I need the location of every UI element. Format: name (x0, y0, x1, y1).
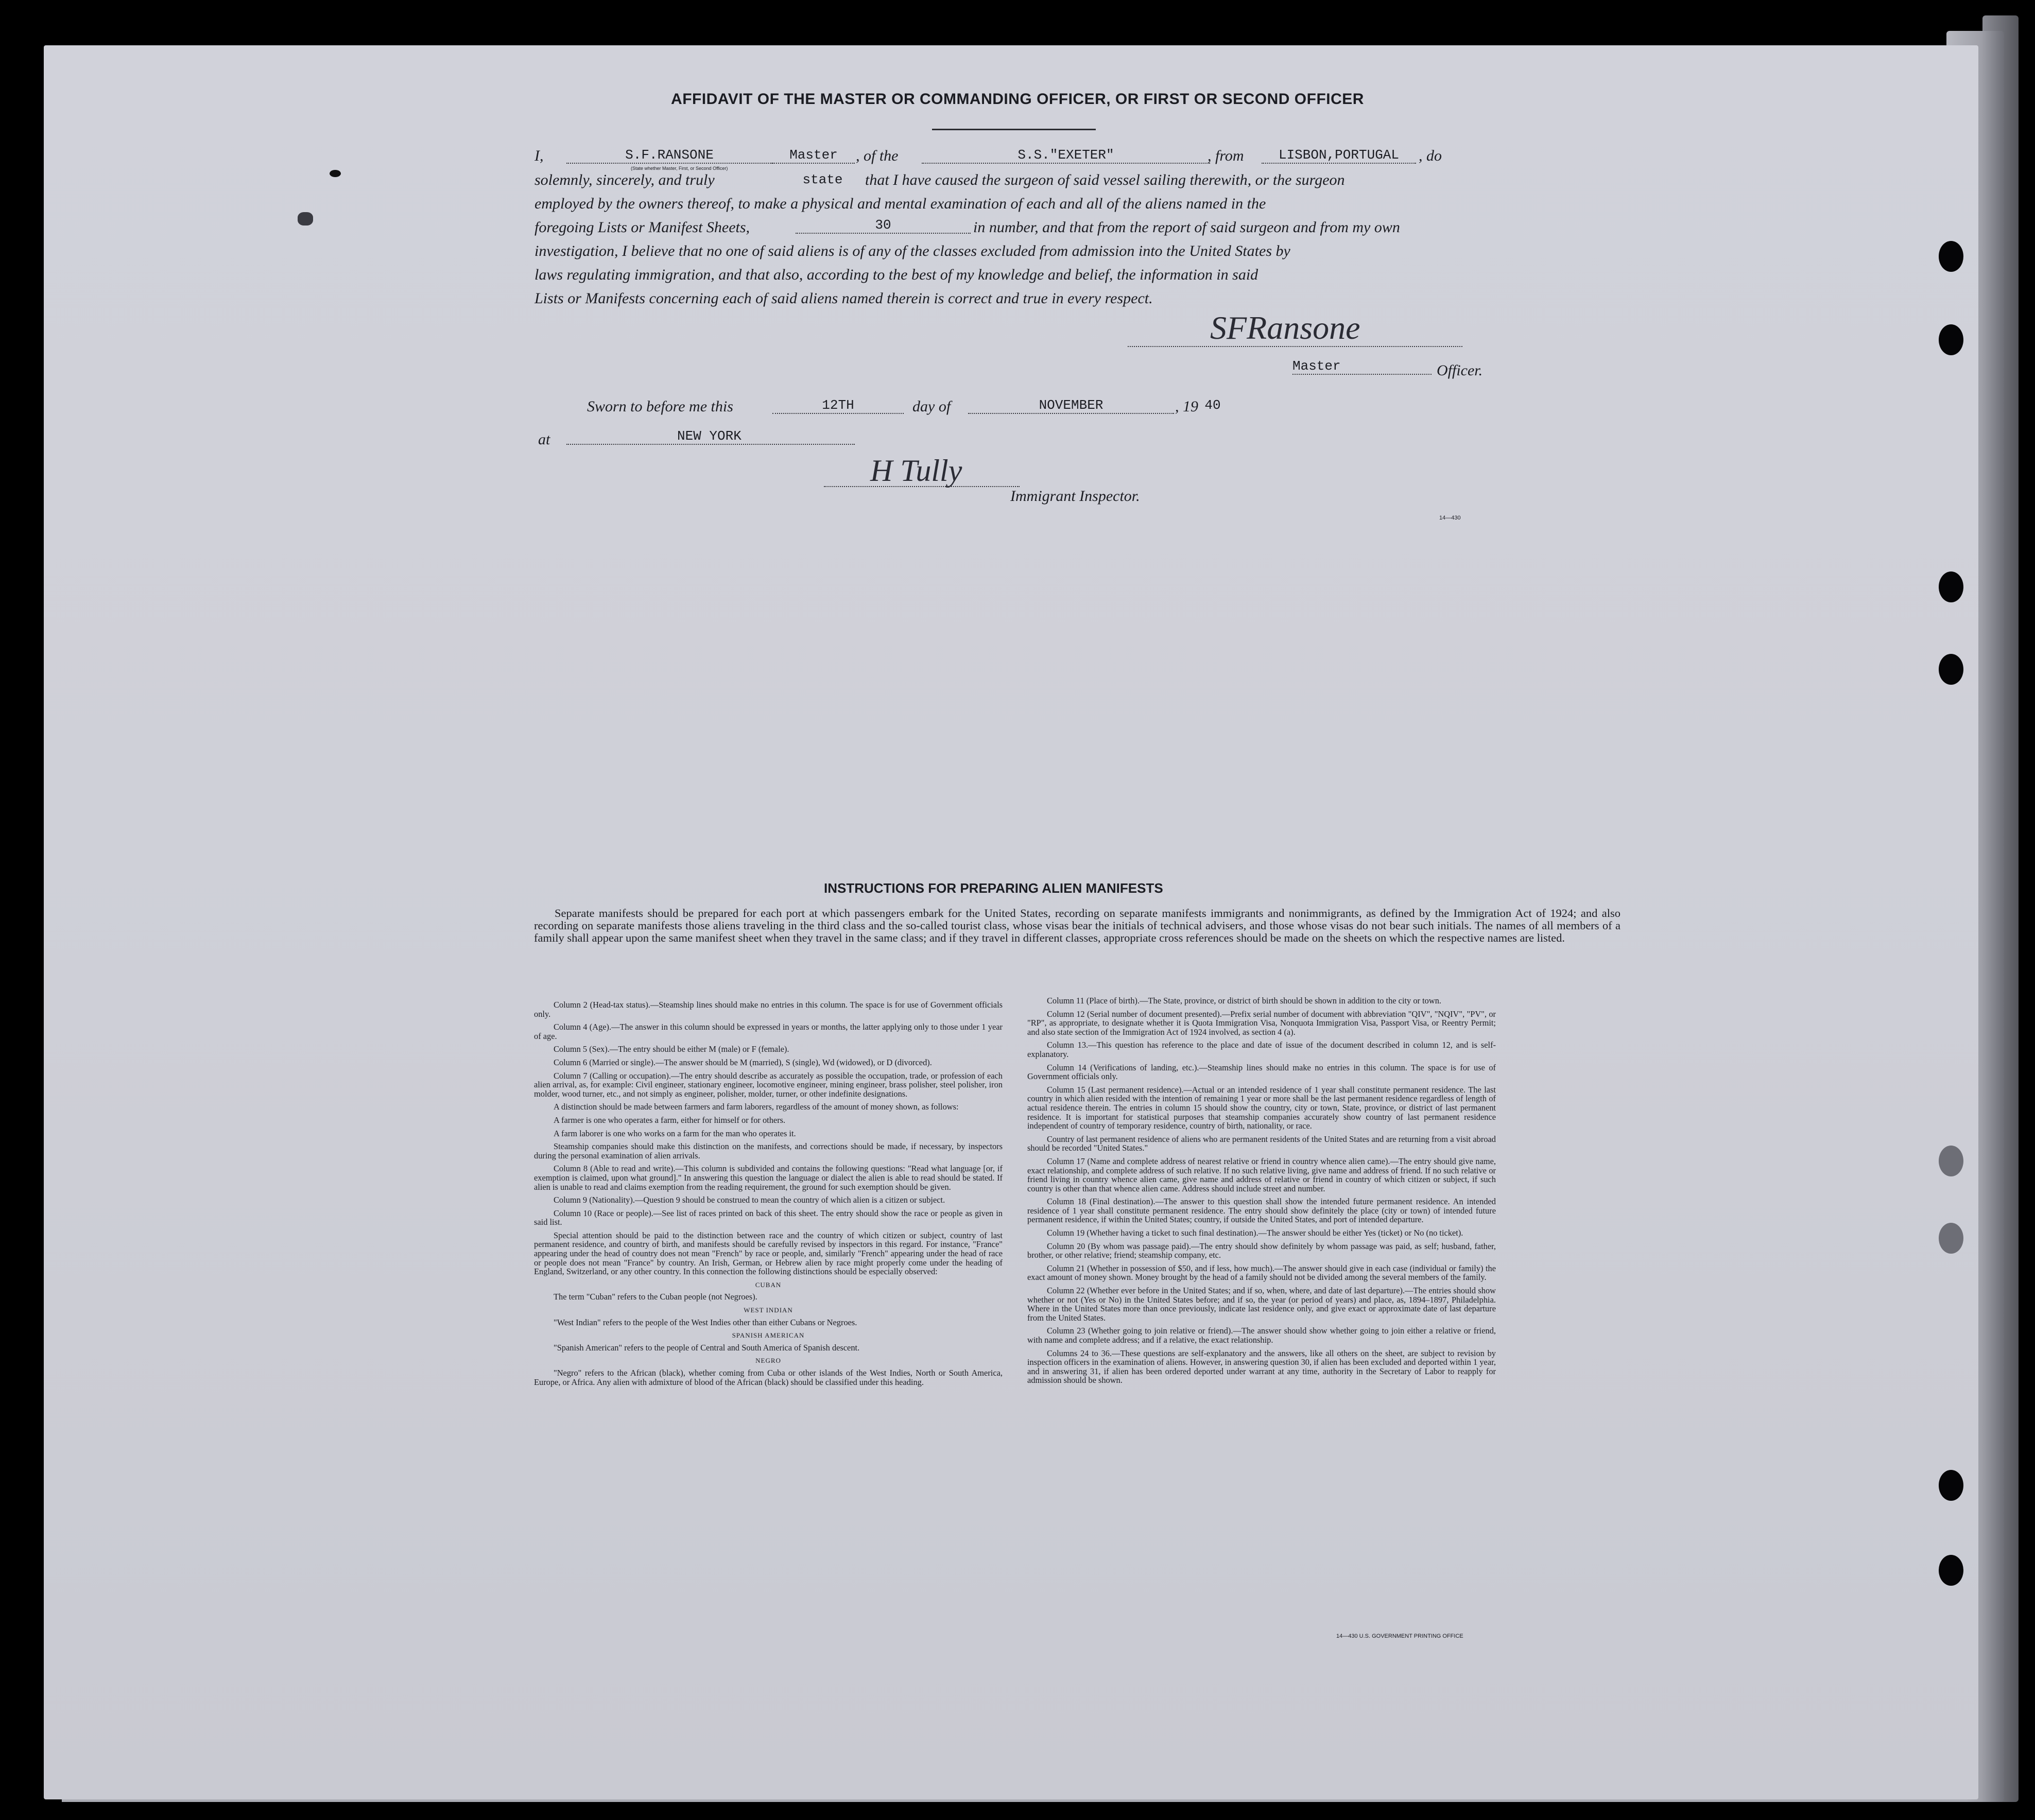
instruction-paragraph: Country of last permanent residence of aliens who are permanent residents of the United States and are returning from a visit abroad should be recorded "United States." (1027, 1134, 1496, 1153)
instruction-paragraph: Columns 24 to 36.—These questions are self-explanatory and the answers, like all others on the sheet, are subject to revision by inspection officers in the examination of aliens. However, in answering question 30, if alien has been excluded and deported within 1 year, and in answering 31, if alien has been ordered deported under warrant at any time, authority in the Secretary of Labor to reapply for admission should be shown. (1027, 1348, 1496, 1385)
binder-hole (1939, 1223, 1963, 1254)
instruction-paragraph: Column 13.—This question has reference to the place and date of issue of the document described in column 12, and is self-explanatory. (1027, 1040, 1496, 1059)
instruction-paragraph: Column 5 (Sex).—The entry should be either M (male) or F (female). (554, 1044, 789, 1054)
affidavit-title: AFFIDAVIT OF THE MASTER OR COMMANDING OFFICER, OR FIRST OR SECOND OFFICER (671, 91, 1364, 108)
binder-hole (1939, 1146, 1963, 1176)
affidavit-line-2-suffix: that I have caused the surgeon of said vessel sailing therewith, or the surgeon (865, 171, 1345, 188)
instruction-paragraph: Column 6 (Married or single).—The answer should be M (married), S (single), Wd (widowed), or D (divorced). (554, 1057, 932, 1067)
sheet-count-field: 30 (796, 217, 971, 234)
do-label: , do (1419, 147, 1442, 164)
instruction-paragraph: Special attention should be paid to the distinction between race and the country of which citizen or subject, country of last permanent residence, and country of birth, and manifests should be carefully revised by inspectors in this regard. For instance, "France" appearing under the head of country does not mean "French" by race or people, and, similarly "French" appearing under the head of race or people does not mean "France" by country. An Irish, German, or Hebrew alien by race might properly come under the heading of England, Switzerland, or any other country. In this connection the following distinctions should be especially observed: (534, 1230, 1003, 1277)
binder-hole (1939, 1470, 1963, 1501)
heading-negro: NEGRO (755, 1357, 781, 1365)
instruction-paragraph: Column 18 (Final destination).—The answer to this question shall show the intended future permanent residence. An intended residence of 1 year shall constitute permanent residence. The entry should show definitely the place (city or town) of intended future permanent residence, if within the United States; country, if outside the United States, and port of intended departure. (1027, 1197, 1496, 1225)
officer-rank-field: Master (772, 147, 855, 164)
instruction-paragraph: Column 9 (Nationality).—Question 9 should be construed to mean the country of which alien is a citizen or subject. (554, 1195, 945, 1205)
officer-name-field: S.F.RANSONE (566, 147, 772, 164)
rank-note: (State whether Master, First, or Second Officer) (631, 166, 728, 171)
from-label: , from (1208, 147, 1244, 164)
verb-field: state (802, 172, 843, 187)
instruction-paragraph: "West Indian" refers to the people of the West Indies other than either Cubans or Negroes. (554, 1317, 857, 1327)
instruction-paragraph: Column 14 (Verifications of landing, etc.).—Steamship lines should make no entries in this column. The space is for use of Government officials only. (1027, 1062, 1496, 1082)
instructions-title-text: INSTRUCTIONS FOR PREPARING ALIEN MANIFESTS (824, 880, 1163, 896)
day-of-label: day of (912, 398, 951, 415)
heading-west-indian: WEST INDIAN (744, 1306, 793, 1314)
officer-rank-sign-field: Master (1292, 358, 1432, 375)
officer-signature: SFRansone (1210, 309, 1360, 346)
instructions-title (515, 880, 2034, 896)
instruction-paragraph: A distinction should be made between farmers and farm laborers, regardless of the amount of money shown, as follows: (554, 1102, 959, 1112)
instruction-paragraph: Column 20 (By whom was passage paid).—The entry should show definitely by whom passage was paid, as self; husband, father, brother, or other relative; friend; steamship company, etc. (1027, 1241, 1496, 1260)
officer-label: Officer. (1437, 362, 1483, 379)
instructions-right-column (1027, 996, 1496, 1389)
port-field: LISBON,PORTUGAL (1262, 147, 1416, 164)
affidavit-line-4-prefix: foregoing Lists or Manifest Sheets, (534, 219, 750, 236)
affidavit-i: I, (534, 147, 544, 164)
affidavit-line-5: investigation, I believe that no one of said aliens is of any of the classes excluded from admission into the United States by (534, 242, 1290, 259)
instruction-paragraph: A farm laborer is one who works on a farm for the man who operates it. (554, 1128, 796, 1138)
sworn-prefix: Sworn to before me this (587, 398, 733, 415)
affidavit-line-2-prefix: solemnly, sincerely, and truly (534, 171, 715, 188)
instruction-paragraph: "Negro" refers to the African (black), whether coming from Cuba or other islands of the West Indies, North or South America, Europe, or Africa. Any alien with admixture of blood of the African (black) should be classified under this heading. (534, 1368, 1003, 1387)
binder-hole (1939, 571, 1963, 602)
inspector-label: Immigrant Inspector. (1010, 488, 1140, 505)
affidavit-line-4-suffix: in number, and that from the report of said surgeon and from my own (973, 219, 1400, 236)
instruction-paragraph: Column 10 (Race or people).—See list of races printed on back of this sheet. The entry should show the race or people as given in said list. (534, 1208, 1003, 1227)
instruction-paragraph: Column 12 (Serial number of document presented).—Prefix serial number of document with abbreviation "QIV", "NQIV", "PV", or "RP", as appropriate, to designate whether it is Quota Immigration Visa, Nonquota Immigration Visa, Passport Visa, or Reentry Permit; and also state section of the Immigration Act of 1924 involved, as section 4 (a). (1027, 1009, 1496, 1037)
ship-name-field: S.S."EXETER" (922, 147, 1210, 164)
instruction-paragraph: The term "Cuban" refers to the Cuban people (not Negroes). (554, 1292, 757, 1302)
title-rule (932, 129, 1096, 130)
binder-hole (1939, 654, 1963, 685)
instruction-paragraph: Column 21 (Whether in possession of $50, and if less, how much).—The answer should give in each case (individual or family) the exact amount of money shown. Money brought by the head of a family should not be divided among the several members of the family. (1027, 1263, 1496, 1282)
sworn-year-field: 40 (1204, 397, 1221, 413)
binder-hole (1939, 241, 1963, 272)
affidavit-line-1 (534, 147, 544, 165)
signature-line (1128, 346, 1462, 347)
instruction-paragraph: "Spanish American" refers to the people of Central and South America of Spanish descent. (554, 1342, 860, 1353)
sworn-month-field: NOVEMBER (968, 397, 1174, 414)
affidavit-line-7: Lists or Manifests concerning each of said aliens named therein is correct and true in every respect. (534, 290, 1153, 307)
sworn-day-field: 12TH (772, 397, 904, 414)
inspector-signature: H Tully (870, 454, 962, 488)
inspector-signature-line (824, 486, 1020, 487)
instructions-left-column (534, 1000, 1003, 1391)
at-label: at (538, 431, 550, 448)
instruction-paragraph: Steamship companies should make this distinction on the manifests, and corrections should be made, if necessary, by inspectors during the personal examination of alien arrivals. (534, 1141, 1003, 1160)
ink-mark (298, 212, 313, 226)
of-the-label: , of the (856, 147, 899, 164)
affidavit-line-3: employed by the owners thereof, to make a physical and mental examination of each and all of the aliens named in the (534, 195, 1266, 212)
binder-hole (1939, 324, 1963, 355)
instruction-paragraph: Column 8 (Able to read and write).—This column is subdivided and contains the following questions: "Read what language [or, if exemption is claimed, upon what ground]." In answering this question the language or dialect the alien is able to read should be stated. If alien is unable to read and claims exemption from the reading requirement, the ground for such exemption should be given. (534, 1164, 1003, 1192)
heading-spanish-american: SPANISH AMERICAN (732, 1331, 805, 1340)
instruction-paragraph: Column 17 (Name and complete address of nearest relative or friend in country whence alien came).—The entry should give name, exact relationship, and complete address of such relative. If no such relative living, give name and address of friend. If no such relative or friend living in country whence alien came, give name and address of relative or friend in country of which citizen or subject, if such country is other than that whence alien came. Address should include street and number. (1027, 1156, 1496, 1193)
faint-mark (358, 745, 384, 752)
instruction-paragraph: Column 22 (Whether ever before in the United States; and if so, when, where, and date of last departure).—The entries should show whether or not (Yes or No) in the United States before; and if so, the year (or period of years) and place, as, 1894–1897, Philadelphia. Where in the United States more than once previously, indicate last residence only, and give exact or approximate date of last departure from the United States. (1027, 1286, 1496, 1323)
instruction-paragraph: Column 19 (Whether having a ticket to such final destination).—The answer should be either Yes (ticket) or No (no ticket). (1047, 1228, 1463, 1238)
binder-hole (1939, 1555, 1963, 1586)
printing-office-footer: 14—430 U.S. GOVERNMENT PRINTING OFFICE (1336, 1633, 1463, 1639)
instruction-paragraph: Column 11 (Place of birth).—The State, province, or district of birth should be shown in addition to the city or town. (1047, 996, 1441, 1006)
instruction-paragraph: Column 23 (Whether going to join relative or friend).—The answer should show whether going to join either a relative or friend, with name and complete address; and if a relative, the exact relationship. (1027, 1326, 1496, 1345)
instruction-paragraph: Column 15 (Last permanent residence).—Actual or an intended residence of 1 year shall constitute permanent residence. The last country in which alien resided with the intention of remaining 1 year or more shall be the last permanent residence regardless of length of actual residence therein. The entries in column 15 should show the country, city or town, State, province, or district of last permanent residence. It is important for statistical purposes that steamship companies accurately show country of last permanent residence independent of country of temporary residence, country of birth, nationality, or race. (1027, 1084, 1496, 1131)
form-code: 14—430 (1439, 515, 1461, 521)
instruction-paragraph: Column 4 (Age).—The answer in this column should be expressed in years or months, the latter applying only to those under 1 year of age. (534, 1022, 1003, 1041)
instruction-paragraph: Column 2 (Head-tax status).—Steamship lines should make no entries in this column. The space is for use of Government officials only. (534, 1000, 1003, 1019)
ink-mark (330, 170, 341, 177)
affidavit-line-6: laws regulating immigration, and that also, according to the best of my knowledge and belief, the information in said (534, 266, 1258, 283)
year-prefix: , 19 (1175, 398, 1198, 415)
heading-cuban: CUBAN (755, 1280, 782, 1289)
instruction-paragraph: A farmer is one who operates a farm, either for himself or for others. (554, 1115, 786, 1125)
instructions-intro: Separate manifests should be prepared for each port at which passengers embark for the United States, recording on separate manifests immigrants and nonimmigrants, as defined by the Immigration Act of 1924; and also recording on separate manifests those aliens traveling in the third class and the so-called tourist class, whose visas bear the initials of technical advisers, and those whose visas do not bear such initials. The names of all members of a family shall appear upon the same manifest sheet when they travel in the same class; and if they travel in different classes, appropriate cross references should be made on the sheets on which the respective names are listed. (534, 907, 1620, 944)
sworn-place-field: NEW YORK (566, 428, 855, 445)
instruction-paragraph: Column 7 (Calling or occupation).—The entry should describe as accurately as possible the occupation, trade, or profession of each alien arrival, as, for example: Civil engineer, stationary engineer, locomotive engineer, mining engineer, brass polisher, steel polisher, iron molder, wood turner, etc., and not simply as engineer, polisher, molder, turner, or other indefinite designations. (534, 1070, 1003, 1099)
